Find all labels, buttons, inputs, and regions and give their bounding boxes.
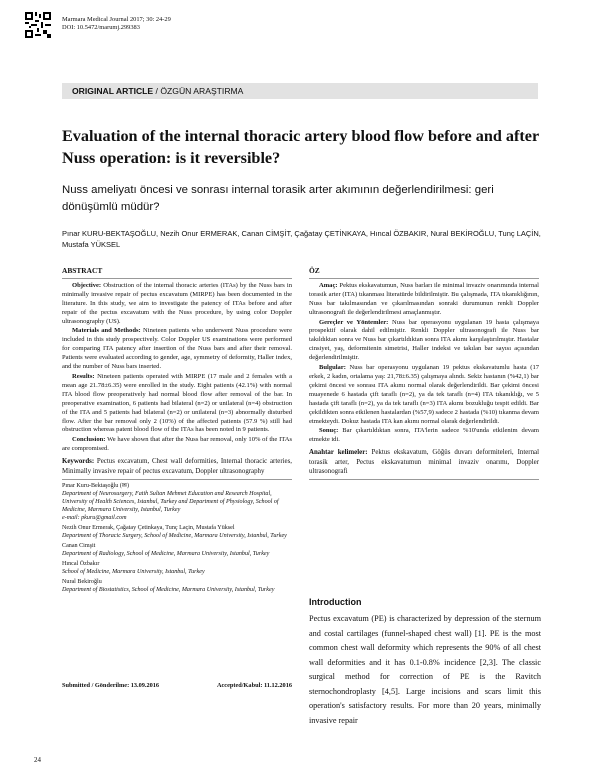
submission-dates bbox=[62, 682, 292, 689]
affiliation-corresponding bbox=[62, 482, 292, 522]
oz-anahtar bbox=[309, 448, 539, 476]
abstract-turkish bbox=[309, 267, 539, 480]
abstract-conclusion bbox=[62, 436, 292, 454]
affiliations bbox=[62, 482, 292, 596]
bulgular-label: Bulgular: bbox=[319, 364, 346, 372]
journal-citation bbox=[62, 16, 171, 33]
keywords-text: Pectus excavatum, Chest wall deformities, Internal thoracic arteries, Minimally invasive repair of pectus excavatum, Doppler ultrasonography bbox=[62, 458, 292, 475]
affiliation-group bbox=[62, 542, 292, 558]
abstract-heading: ABSTRACT bbox=[62, 266, 103, 275]
affiliation-group bbox=[62, 578, 292, 594]
affiliation-group bbox=[62, 524, 292, 540]
objective-label: Objective: bbox=[72, 281, 102, 289]
abstract-objective bbox=[62, 282, 292, 327]
affiliation-names: Canan Cimşit bbox=[62, 543, 96, 549]
keywords-label: Keywords: bbox=[62, 458, 95, 466]
affiliation-text: School of Medicine, Marmara University, Istanbul, Turkey bbox=[62, 569, 205, 575]
oz-sonuc bbox=[309, 427, 539, 445]
results-text: Nineteen patients operated with MIRPE (17 male and 2 females with a mean age 21.78±6.35) were enrolled in the study. Eight patients (42.1%) with normal ITA blood flow preoperatively had normal blood flow after removal of the bar. In preoperative examination, 6 patients had bilateral (n=2) or unilateral (n=4) obstruction of the ITA and 5 patients had bilateral (n=2) or unilateral (n=3) abnormally disturbed flow. After the bar removal only 2 (10%) of the affected patients (57.9 %) still had obstruction whereas patent blood flow of the ITAs has been noted in 9 patients. bbox=[62, 372, 292, 434]
methods-text: Nineteen patients who underwent Nuss procedure were included in this study prospectively. Color Doppler US examinations were performed for comparing ITA patency after insertion of the Nuss bars and after their removal. Patients were evaluated according to gender, age, symmetry of deformity, Haller index, and the number of Nuss bars inserted. bbox=[62, 327, 292, 371]
oz-heading: ÖZ bbox=[309, 266, 320, 275]
corresponding-affiliation: Department of Neurosurgery, Fatih Sultan Mehmet Education and Research Hospital, University of Health Sciences, Istanbul, Turkey and Department of Physiology, School of Medicine, Marmara University, Istanbul, Turkey bbox=[62, 491, 279, 513]
affiliation-names: Nural Bekiroğlu bbox=[62, 579, 102, 585]
amac-text: Pektus ekskavatumun, Nuss barları ile minimal invaziv onarımında internal torasik arter (ITA) tıkanması literatürde bildirilmiştir. Bu çalışmada, ITA tıkanıklığının, Nuss bar takılmasından ve çıkarılmasından sonraki durumunun renkli Doppler ultrasonografi ile değerlendirilmesi amaçlanmıştır. bbox=[309, 281, 539, 316]
conclusion-text: We have shown that after the Nuss bar removal, only 10% of the ITAs are compromised. bbox=[62, 436, 292, 453]
anahtar-text: Pektus ekskavatum, Göğüs duvarı deformiteleri, Internal torasik arter, Pectus ekskavatumun minimal invaziv onarımı, Doppler ultrasonografi bbox=[309, 449, 540, 476]
introduction-heading: Introduction bbox=[309, 597, 362, 607]
oz-bulgular bbox=[309, 364, 539, 426]
oz-divider bbox=[309, 278, 539, 279]
abstract-divider bbox=[62, 278, 292, 279]
article-type-tr: / ÖZGÜN ARAŞTIRMA bbox=[153, 86, 244, 96]
affiliation-group bbox=[62, 560, 292, 576]
amac-label: Amaç: bbox=[319, 281, 338, 289]
oz-yontem bbox=[309, 319, 539, 364]
corresponding-author: Pınar Kuru-Bektaşoğlu (✉) bbox=[62, 483, 130, 489]
anahtar-divider bbox=[309, 479, 539, 480]
bulgular-text: Nuss bar operasyonu uygulanan 19 pektus ekskavatumlu hasta (17 erkek, 2 kadın, ortalama yaş: 21,78±6.35) çalışmaya alındı. Sekiz hastanın (%42,1) bar çekimi öncesi ve sonrası ITA akımı normal olarak değerlendirildi. Bar çekimi öncesi muayenede 6 hastada çift taraflı (n=2), ya da tek taraflı (n=4) ITA tıkanıklığı, ve 5 hastada çift taraflı (n=2), ya da tek taraflı (n=3) ITA akımı bozukluğu tespit edildi. Bar çekildikten sonra etkilenen hastalardan (%57,9) sadece 2 hastada (%10) tıkanma devam etmekteydi. Dokuz hastada ITA kan akımı normal olarak değerlendirildi. bbox=[309, 364, 539, 425]
results-label: Results: bbox=[72, 372, 95, 380]
affiliation-names: Hıncal Özbakır bbox=[62, 561, 100, 567]
qr-code-icon bbox=[25, 12, 51, 38]
doi-line: DOI: 10.5472/marumj.299383 bbox=[62, 24, 140, 32]
introduction-paragraph: Pectus excavatum (PE) is characterized by depression of the sternum and costal cartilages (funnel-shaped chest wall) [1]. PE is the most common chest wall deformity which represents the 90% of all chest wall deformities and it has 0.1-0.8% incidence [2,3]. The classic surgical method for correction of PE is the Ravitch sternochondroplasty [4,5]. Large incisions and scars limit this operation's satisfactory results. For more than 20 years, minimally invasive repair bbox=[309, 614, 541, 725]
abstract-methods bbox=[62, 327, 292, 372]
sonuc-label: Sonuç: bbox=[319, 427, 339, 435]
yontem-text: Nuss bar operasyonu uygulanan 19 hasta çalışmaya prospektif olarak dahil edilmiştir. Renkli Doppler ultrasonografi ile Nuss bar takıldıktan sonra ve Nuss bar çıkartıldıktan sonra ITA akımı karşılaştırılmıştır. Hastalar cinsiyet, yaş, deformitenin simetrisi, Haller indeksi ve takılan bar sayısı açısından değerlendirilmiştir. bbox=[309, 318, 539, 362]
affiliation-text: Department of Thoracic Surgery, School of Medicine, Marmara University, Istanbul, Turkey bbox=[62, 533, 287, 539]
conclusion-label: Conclusion: bbox=[72, 436, 106, 444]
abstract-keywords bbox=[62, 457, 292, 476]
page-number: 24 bbox=[34, 756, 41, 764]
affiliation-text: Department of Radiology, School of Medicine, Marmara University, Istanbul, Turkey bbox=[62, 551, 270, 557]
corresponding-email: e-mail: pkuru@gmail.com bbox=[62, 515, 127, 521]
article-type-en: ORIGINAL ARTICLE bbox=[72, 86, 154, 96]
journal-line: Marmara Medical Journal 2017; 30: 24-29 bbox=[62, 16, 171, 23]
article-title: Evaluation of the internal thoracic artery blood flow before and after Nuss operation: is it reversible? bbox=[62, 127, 539, 167]
abstract-english bbox=[62, 267, 292, 480]
sonuc-text: Bar çıkartıldıktan sonra, ITA'lerin sadece %10'unda etkilenim devam etmekte idi. bbox=[309, 427, 539, 444]
yontem-label: Gereçler ve Yöntemler: bbox=[319, 318, 389, 326]
submitted-date: Submitted / Gönderilme: 13.09.2016 bbox=[62, 682, 160, 689]
methods-label: Materials and Methods: bbox=[72, 327, 141, 335]
accepted-date: Accepted/Kabul: 11.12.2016 bbox=[216, 682, 292, 689]
oz-amac bbox=[309, 282, 539, 318]
article-title-turkish: Nuss ameliyatı öncesi ve sonrası internal torasik arter akımının değerlendirilmesi: geri dönüşümlü müdür? bbox=[62, 184, 494, 213]
introduction-body bbox=[309, 612, 541, 728]
affiliation-names: Nezih Onur Ermerak, Çağatay Çetinkaya, Tunç Laçin, Mustafa Yüksel bbox=[62, 525, 235, 531]
keywords-divider bbox=[62, 479, 292, 480]
author-list: Pınar KURU-BEKTAŞOĞLU, Nezih Onur ERMERAK, Canan CİMŞİT, Çağatay ÇETİNKAYA, Hıncal ÖZBAKIR, Nural BEKİROĞLU, Tunç LAÇİN, Mustafa YÜKSEL bbox=[62, 229, 541, 249]
affiliation-text: Department of Biostatistics, School of Medicine, Marmara University, Istanbul, Turkey bbox=[62, 587, 275, 593]
abstract-results bbox=[62, 373, 292, 435]
section-band bbox=[62, 83, 538, 99]
anahtar-label: Anahtar kelimeler: bbox=[309, 449, 368, 457]
objective-text: Obstruction of the internal thoracic arteries (ITAs) by the Nuss bars in minimally invasive repair of pectus excavatum (MIRPE) has been documented in the literature. In this study, we aim to investigate the patency of ITAs before and after repair of the pectus excavatum with the Nuss procedure, by using color Doppler ultrasonography (US). bbox=[62, 281, 292, 325]
